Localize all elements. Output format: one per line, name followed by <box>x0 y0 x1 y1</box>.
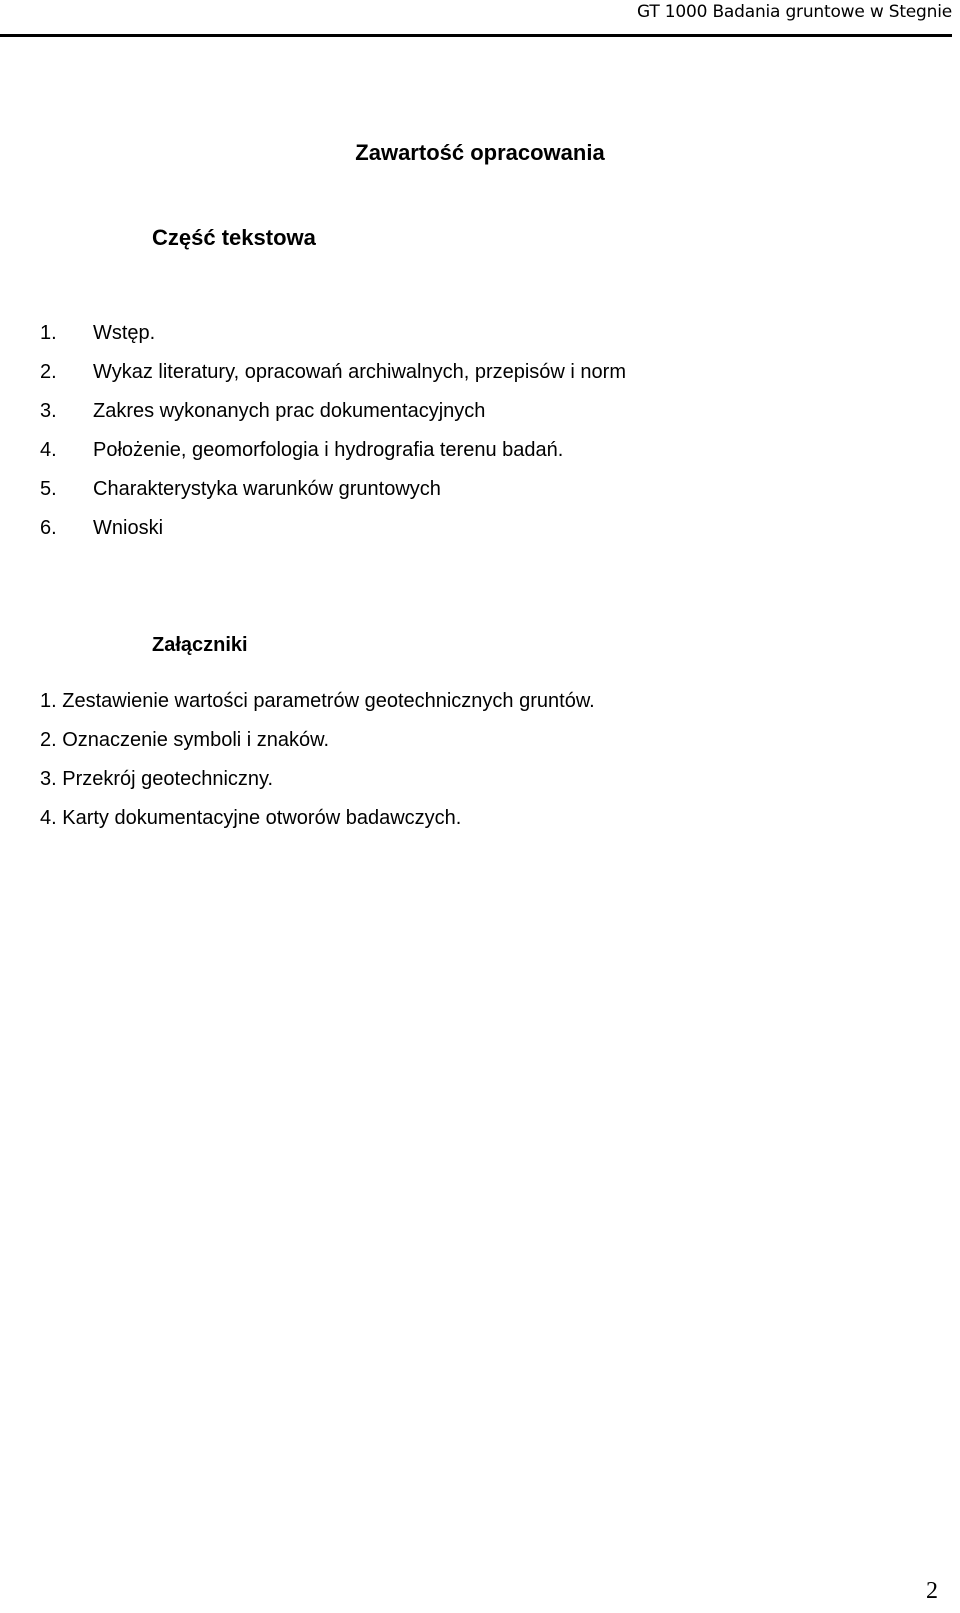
item-text: Położenie, geomorfologia i hydrografia terenu badań. <box>93 439 564 461</box>
list-item: 4. Karty dokumentacyjne otworów badawczych. <box>40 807 462 829</box>
item-number: 6. <box>40 517 57 539</box>
item-number: 4. <box>40 439 57 461</box>
item-number: 3. <box>40 400 57 422</box>
list-item: 3. Przekrój geotechniczny. <box>40 768 274 790</box>
item-number: 2. <box>40 361 57 383</box>
item-text: Wstęp. <box>93 322 156 344</box>
running-title: GT 1000 Badania gruntowe w Stegnie <box>637 2 952 22</box>
document-title: Zawartość opracowania <box>355 140 605 165</box>
item-text: Zakres wykonanych prac dokumentacyjnych <box>93 400 486 422</box>
list-item: 1. Zestawienie wartości parametrów geotechnicznych gruntów. <box>40 690 595 712</box>
text-section-heading: Część tekstowa <box>152 225 316 250</box>
item-number: 5. <box>40 478 57 500</box>
item-number: 1. <box>40 322 57 344</box>
page-header <box>0 0 952 37</box>
list-item: 2. Oznaczenie symboli i znaków. <box>40 729 330 751</box>
item-text: Wykaz literatury, opracowań archiwalnych, przepisów i norm <box>93 361 626 383</box>
annex-section-heading: Załączniki <box>152 634 248 656</box>
item-text: Charakterystyka warunków gruntowych <box>93 478 441 500</box>
page-number: 2 <box>926 1578 938 1604</box>
item-text: Wnioski <box>93 517 164 539</box>
annex-list <box>40 689 595 845</box>
